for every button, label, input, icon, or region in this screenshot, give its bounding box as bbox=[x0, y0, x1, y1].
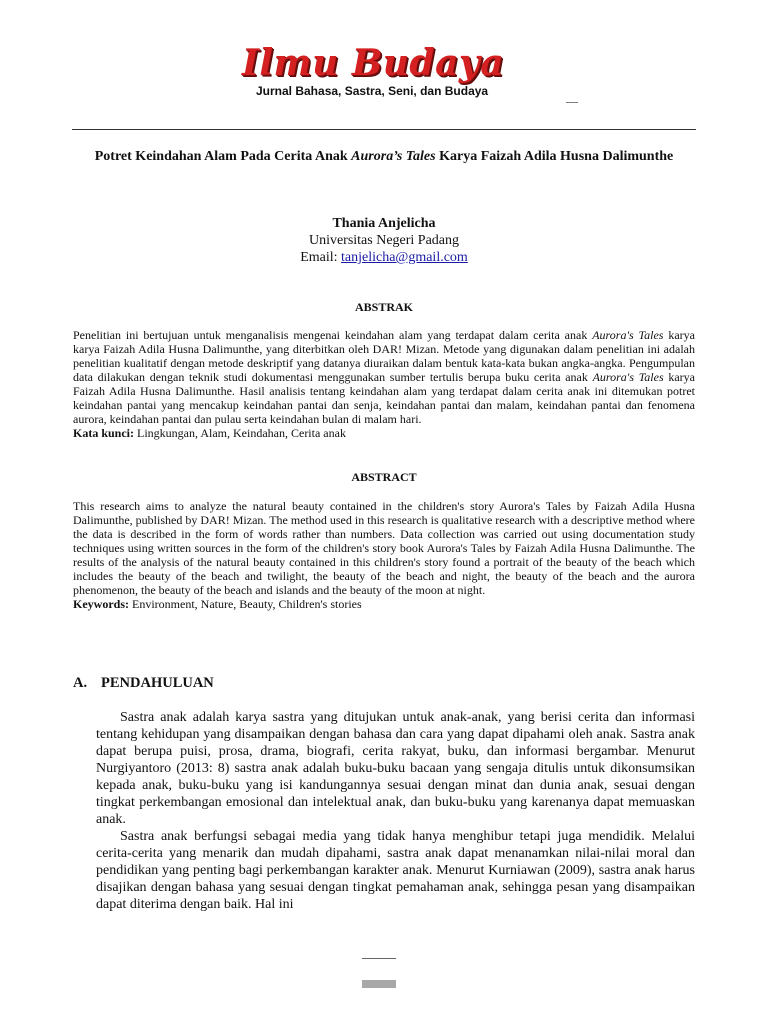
author-affiliation: Universitas Negeri Padang bbox=[308, 233, 460, 248]
paper-title-part2: Karya Faizah Adila Husna Dalimunthe bbox=[435, 149, 674, 164]
paper-title bbox=[80, 148, 688, 166]
author-email-line bbox=[0, 249, 768, 266]
kata-kunci-label: Kata kunci: bbox=[73, 426, 135, 440]
journal-header bbox=[0, 40, 768, 100]
keywords-values: Environment, Nature, Beauty, Children's stories bbox=[129, 597, 362, 611]
email-link[interactable]: tanjelicha@gmail.com bbox=[341, 250, 468, 265]
abstrak-text-italic1: Aurora's Tales bbox=[592, 328, 664, 342]
abstrak-heading: ABSTRAK bbox=[354, 300, 413, 314]
journal-logo-title: Ilmu Budaya bbox=[242, 42, 505, 84]
paper-title-italic: Aurora’s Tales bbox=[351, 149, 436, 164]
abstrak-text-italic2: Aurora's Tales bbox=[592, 370, 664, 384]
abstract-heading: ABSTRACT bbox=[351, 470, 417, 484]
section-a-title: PENDAHULUAN bbox=[101, 675, 214, 691]
paragraph-2: Sastra anak berfungsi sebagai media yang tidak hanya menghibur tetapi juga mendidik. Melalui cerita-cerita yang menarik dan mudah dipahami, sastra anak dapat menanamkan nilai-nilai moral dan pendidikan yang penting bagi perkembangan karakter anak. Menurut Kurniawan (2009), sastra anak harus disajikan dengan bahasa yang sesuai dengan tingkat pemahaman anak, sehingga pesan yang disampaikan dapat diterima dengan baik. Hal ini bbox=[96, 829, 695, 912]
abstract-text bbox=[73, 499, 695, 611]
section-a-heading bbox=[73, 675, 214, 692]
abstrak-text bbox=[73, 328, 695, 440]
abstrak-text-part1: Penelitian ini bertujuan untuk menganalisis mengenai keindahan alam yang terdapat dalam cerita anak bbox=[73, 328, 593, 342]
abstrak-text-part2: karya karya Faizah Adila Husna Dalimunthe, yang diterbitkan oleh DAR! Mizan. Metode yang digunakan dalam penelitian ini adalah penelitian kualitatif dengan metode deskriptif yang datanya diuraikan dalam bentuk kata-kata bukan angka-angka. Pengumpulan data dilakukan dengan teknik studi dokumentasi menggunakan sumber tertulis berupa buku cerita anak bbox=[73, 328, 695, 384]
kata-kunci-values: Lingkungan, Alam, Keindahan, Cerita anak bbox=[134, 426, 346, 440]
footer-page-block bbox=[362, 980, 396, 988]
keywords-label: Keywords: bbox=[73, 597, 129, 611]
email-label: Email: bbox=[300, 250, 342, 265]
abstract-body: This research aims to analyze the natural beauty contained in the children's story Aurora's Tales by Faizah Adila Husna Dalimunthe, published by DAR! Mizan. The method used in this research is qualitative research with a descriptive method where the data is described in the form of words rather than numbers. Data collection was carried out using documentation study techniques using written sources in the form of the children's story book Aurora's Tales by Faizah Adila Husna Dalimunthe. The results of the analysis of the natural beauty contained in this children's story found a portrait of the beauty of the beach which includes the beauty of the beach and twilight, the beauty of the beach and night, the beauty of the beach and the aurora phenomenon, the beauty of the beach and islands and the beauty of the moon at night. bbox=[73, 499, 695, 597]
header-divider bbox=[72, 129, 696, 130]
section-a-body bbox=[96, 709, 695, 913]
journal-subtitle: Jurnal Bahasa, Sastra, Seni, dan Budaya bbox=[256, 84, 489, 98]
author-name: Thania Anjelicha bbox=[332, 216, 436, 231]
paper-title-part1: Potret Keindahan Alam Pada Cerita Anak bbox=[94, 149, 352, 164]
paragraph-1: Sastra anak adalah karya sastra yang ditujukan untuk anak-anak, yang berisi cerita dan informasi tentang kehidupan yang disampaikan dengan bahasa dan cara yang dapat dipahami oleh anak. Sastra anak dapat berupa puisi, prosa, drama, biografi, cerita rakyat, buku, dan informasi bergambar. Menurut Nurgiyantoro (2013: 8) sastra anak adalah buku-buku bacaan yang sengaja ditulis untuk dikonsumsikan kepada anak, buku-buku yang isi kandungannya sesuai dengan minat dan dunia anak, sesuai dengan tingkat perkembangan emosional dan intelektual anak, dan buku-buku yang karenanya dapat memuaskan anak. bbox=[96, 710, 695, 827]
section-a-number: A. bbox=[73, 675, 88, 691]
author-block bbox=[0, 215, 768, 266]
footer-divider bbox=[362, 958, 396, 959]
abstrak-text-part3: karya Faizah Adila Husna Dalimunthe. Hasil analisis tentang keindahan alam yang terdapat dalam cerita anak ini ditemukan potret keindahan pantai yang mencakup keindahan pantai dan senja, keindahan pantai dan malam, keindahan pantai dan fenomena aurora, keindahan pantai dan pulau serta keindahan bulan di malam hari. bbox=[73, 370, 695, 426]
page-mark: — bbox=[566, 94, 578, 108]
